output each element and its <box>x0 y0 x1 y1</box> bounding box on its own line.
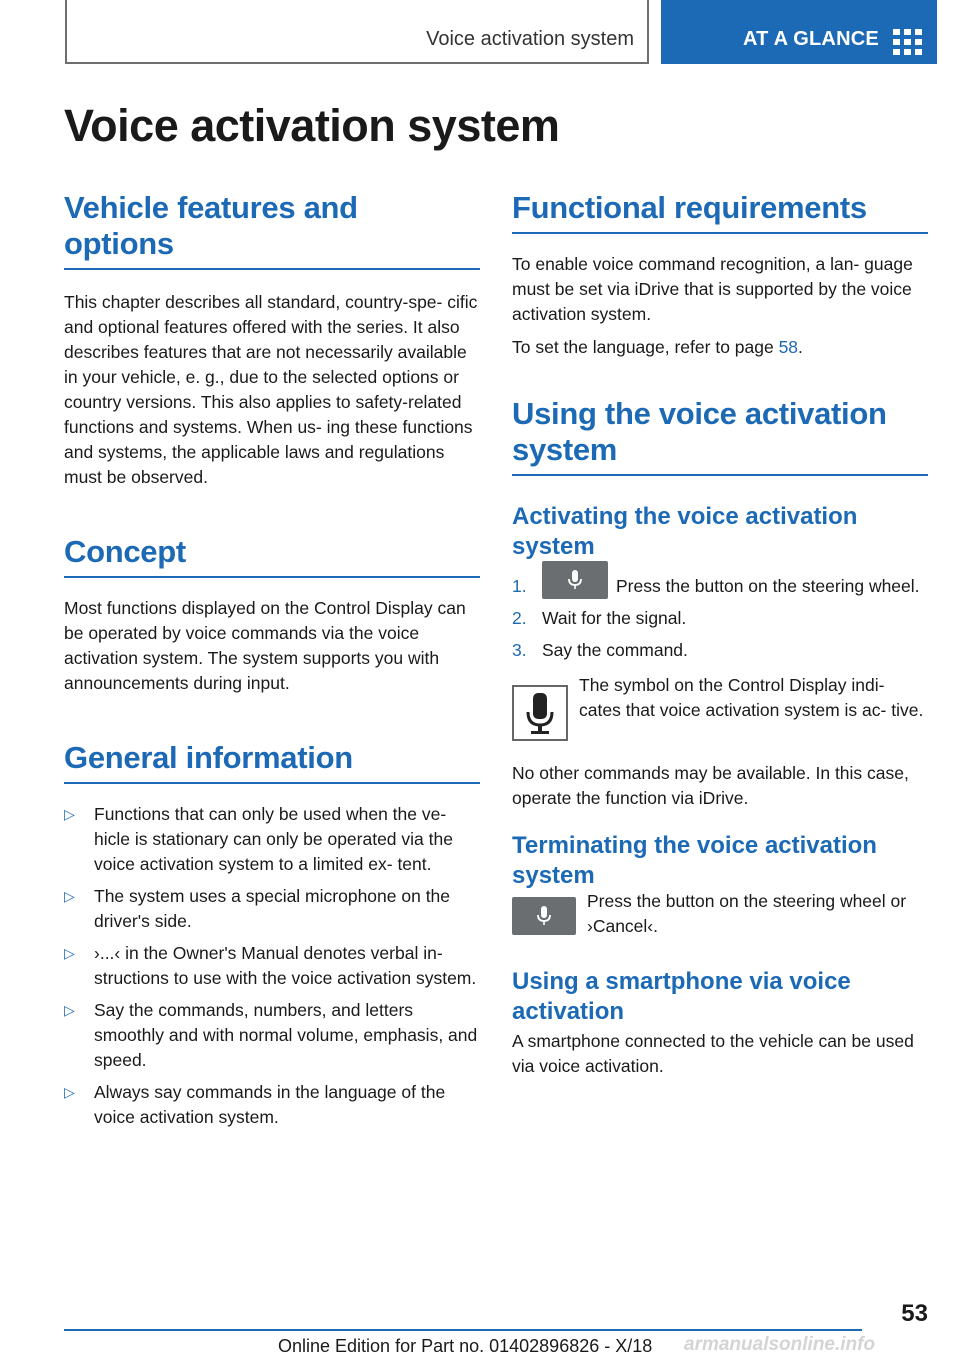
smartphone-text: A smartphone connected to the vehicle can be used via voice activation. <box>512 1031 914 1077</box>
language-reference: To set the language, refer to page 58. <box>512 337 803 357</box>
left-column <box>64 190 480 1130</box>
list-item: 2. Wait for the signal. <box>512 606 928 631</box>
concept-heading: Concept <box>64 534 480 578</box>
steering-wheel-voice-button <box>542 561 608 599</box>
header-chapter-tab[interactable] <box>661 0 937 64</box>
bullet-marker: ▷ <box>64 1084 75 1100</box>
functional-requirements-body: To enable voice command recognition, a lan- guage must be set via iDrive that is supported by the voice activation system. <box>512 254 913 324</box>
bullet-marker: ▷ <box>64 945 75 961</box>
header-section-title: Voice activation system <box>426 28 634 50</box>
microphone-icon <box>568 570 582 590</box>
bullet-marker: ▷ <box>64 806 75 822</box>
list-item: 1. Press the button on the steering wheel. <box>512 574 928 599</box>
grid-icon <box>893 29 923 55</box>
activation-steps <box>512 574 928 663</box>
activation-note: No other commands may be available. In this case, operate the function via iDrive. <box>512 763 909 809</box>
using-voice-activation-heading: Using the voice activation system <box>512 396 928 476</box>
bullet-marker: ▷ <box>64 1002 75 1018</box>
page-title: Voice activation system <box>64 100 560 151</box>
bullet-marker: ▷ <box>64 888 75 904</box>
list-item: ▷ Say the commands, numbers, and letters smoothly and with normal volume, emphasis, and speed. <box>64 1000 478 1070</box>
vehicle-features-body: This chapter describes all standard, country-spe- cific and optional features offered with the series. It also describes features that are not necessarily available in your vehicle, e. g., due to the selected options or country versions. This also applies to safety-related functions and systems. When us- ing these functions and systems, the applicable laws and regulations must be observed. <box>64 292 478 487</box>
list-item: 3. Say the command. <box>512 638 928 663</box>
step-number: 3. <box>512 640 527 661</box>
general-information-heading: General information <box>64 740 480 784</box>
footer-edition: Online Edition for Part no. 01402896826 - X/18 <box>278 1336 653 1356</box>
microphone-icon <box>512 685 568 741</box>
steering-wheel-voice-button <box>512 897 576 935</box>
activating-heading: Activating the voice activation system <box>512 503 858 560</box>
list-item: ▷ Functions that can only be used when the ve- hicle is stationary can only be operated via the voice activation system to a limited ex- tent. <box>64 804 453 874</box>
page-number: 53 <box>901 1300 928 1327</box>
terminating-text: Press the button on the steering wheel or ›Cancel‹. <box>587 891 907 937</box>
list-item: ▷ The system uses a special microphone on the driver's side. <box>64 886 451 931</box>
right-column <box>512 190 928 1079</box>
concept-body: Most functions displayed on the Control Display can be operated by voice commands via the voice activation system. The system supports you with announcements during input. <box>64 598 466 693</box>
step-number: 1. <box>512 576 527 596</box>
step-number: 2. <box>512 608 527 629</box>
functional-requirements-heading: Functional requirements <box>512 190 928 234</box>
terminating-row <box>512 891 928 945</box>
vehicle-features-heading: Vehicle features and options <box>64 190 364 270</box>
list-item: ▷ Always say commands in the language of the voice activation system. <box>64 1082 446 1127</box>
symbol-description: The symbol on the Control Display indi- cates that voice activation system is ac- tive. <box>579 675 924 721</box>
general-information-list <box>64 802 480 1130</box>
page-link-58[interactable]: 58 <box>778 337 799 357</box>
watermark: armanualsonline.info <box>684 1334 876 1355</box>
terminating-heading: Terminating the voice activation system <box>512 832 877 890</box>
chapter-tab-label: AT A GLANCE <box>743 28 879 50</box>
microphone-icon <box>537 906 551 926</box>
symbol-row <box>512 673 928 751</box>
footer-divider <box>64 1329 862 1331</box>
list-item: ▷ ›...‹ in the Owner's Manual denotes verbal in- structions to use with the voice activation system. <box>64 943 477 988</box>
smartphone-heading: Using a smartphone via voice activation <box>512 968 851 1026</box>
